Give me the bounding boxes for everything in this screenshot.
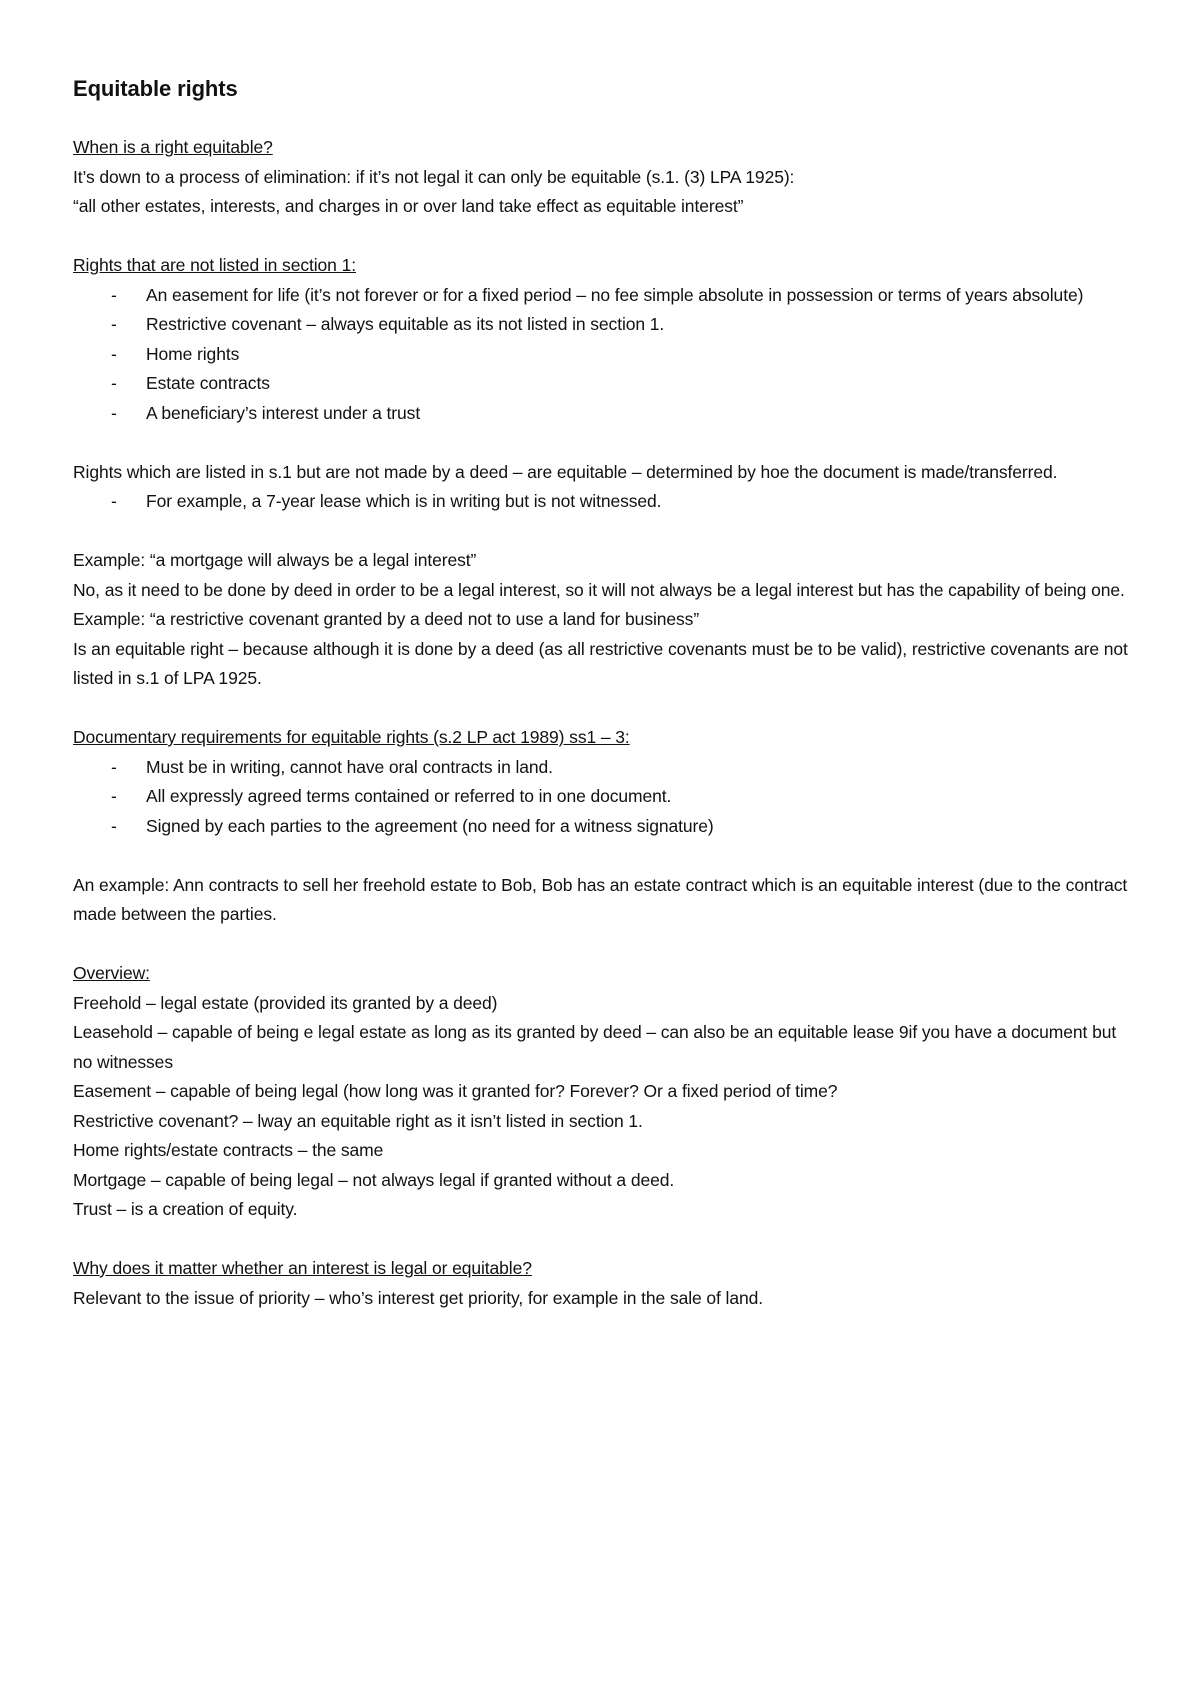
list-item-text: Estate contracts — [146, 373, 270, 393]
dash-bullet: - — [111, 491, 117, 511]
quote-line: “all other estates, interests, and charges in or over land take effect as equitable interest” — [73, 196, 744, 216]
dash-bullet: - — [111, 402, 117, 423]
list-item — [73, 340, 1133, 370]
list-item — [73, 753, 1133, 783]
overview-line: Mortgage – capable of being legal – not always legal if granted without a deed. — [73, 1169, 675, 1190]
example-line: No, as it need to be done by deed in order to be a legal interest, so it will not always be a legal interest but has the capability of being one. — [73, 579, 1125, 600]
list-item — [73, 487, 1133, 517]
paragraph-listed-not-deed: Rights which are listed in s.1 but are not made by a deed – are equitable – determined by hoe the document is made/transferred. — [73, 461, 1058, 482]
paragraph-ann-example: An example: Ann contracts to sell her freehold estate to Bob, Bob has an estate contract which is an equitable interest (due to the contract made between the parties. — [73, 874, 1128, 924]
dash-bullet: - — [111, 343, 117, 364]
overview-line: Easement – capable of being legal (how long was it granted for? Forever? Or a fixed period of time? — [73, 1081, 838, 1101]
paragraph-spacer — [73, 428, 1133, 458]
list-item-text: Home rights — [146, 343, 240, 364]
list-item — [73, 812, 1133, 842]
dash-bullet: - — [111, 756, 117, 777]
list-item — [73, 782, 1133, 812]
paragraph-line: It’s down to a process of elimination: if it’s not legal it can only be equitable (s.1. (3) LPA 1925): — [73, 166, 795, 187]
example-line: Example: “a mortgage will always be a legal interest” — [73, 550, 477, 570]
list-item-text: A beneficiary’s interest under a trust — [146, 402, 421, 423]
not-listed-list — [73, 281, 1133, 429]
heading-documentary: Documentary requirements for equitable rights (s.2 LP act 1989) ss1 – 3: — [73, 727, 630, 747]
paragraph-spacer — [73, 694, 1133, 724]
paragraph-spacer — [73, 517, 1133, 547]
overview-line: Freehold – legal estate (provided its granted by a deed) — [73, 992, 498, 1013]
heading-overview: Overview: — [73, 963, 150, 983]
paragraph-spacer — [73, 222, 1133, 252]
list-item-text: Must be in writing, cannot have oral contracts in land. — [146, 756, 553, 777]
list-item-text: Signed by each parties to the agreement (no need for a witness signature) — [146, 815, 714, 836]
overview-line: Trust – is a creation of equity. — [73, 1199, 298, 1219]
overview-line: Restrictive covenant? – lway an equitable right as it isn’t listed in section 1. — [73, 1110, 643, 1131]
document-body — [73, 74, 1133, 1313]
overview-line: Home rights/estate contracts – the same — [73, 1140, 384, 1160]
heading-why-matters: Why does it matter whether an interest is legal or equitable? — [73, 1258, 532, 1278]
heading-not-listed: Rights that are not listed in section 1: — [73, 255, 356, 275]
list-item — [73, 310, 1133, 340]
dash-bullet: - — [111, 815, 117, 836]
listed-example-list — [73, 487, 1133, 517]
dash-bullet: - — [111, 373, 117, 393]
paragraph-spacer — [73, 930, 1133, 960]
example-line: Example: “a restrictive covenant granted by a deed not to use a land for business” — [73, 609, 700, 629]
list-item — [73, 281, 1133, 311]
list-item-text: Restrictive covenant – always equitable as its not listed in section 1. — [146, 314, 665, 334]
paragraph-priority: Relevant to the issue of priority – who’s interest get priority, for example in the sale of land. — [73, 1287, 764, 1308]
heading-when-equitable: When is a right equitable? — [73, 137, 273, 157]
overview-line: Leasehold – capable of being e legal estate as long as its granted by deed – can also be an equitable lease 9if you have a document but no witnesses — [73, 1022, 1117, 1072]
paragraph-spacer — [73, 841, 1133, 871]
dash-bullet: - — [111, 314, 117, 334]
example-line: Is an equitable right – because although it is done by a deed (as all restrictive covenants must be to be valid), restrictive covenants are not listed in s.1 of LPA 1925. — [73, 638, 1128, 688]
dash-bullet: - — [111, 786, 117, 806]
list-item-text: For example, a 7-year lease which is in writing but is not witnessed. — [146, 491, 662, 511]
documentary-list — [73, 753, 1133, 842]
paragraph-spacer — [73, 1225, 1133, 1255]
list-item-text: An easement for life (it’s not forever or for a fixed period – no fee simple absolute in possession or terms of years absolute) — [146, 284, 1084, 305]
list-item — [73, 369, 1133, 399]
list-item — [73, 399, 1133, 429]
document-title: Equitable rights — [73, 76, 238, 101]
dash-bullet: - — [111, 284, 117, 305]
list-item-text: All expressly agreed terms contained or referred to in one document. — [146, 786, 672, 806]
